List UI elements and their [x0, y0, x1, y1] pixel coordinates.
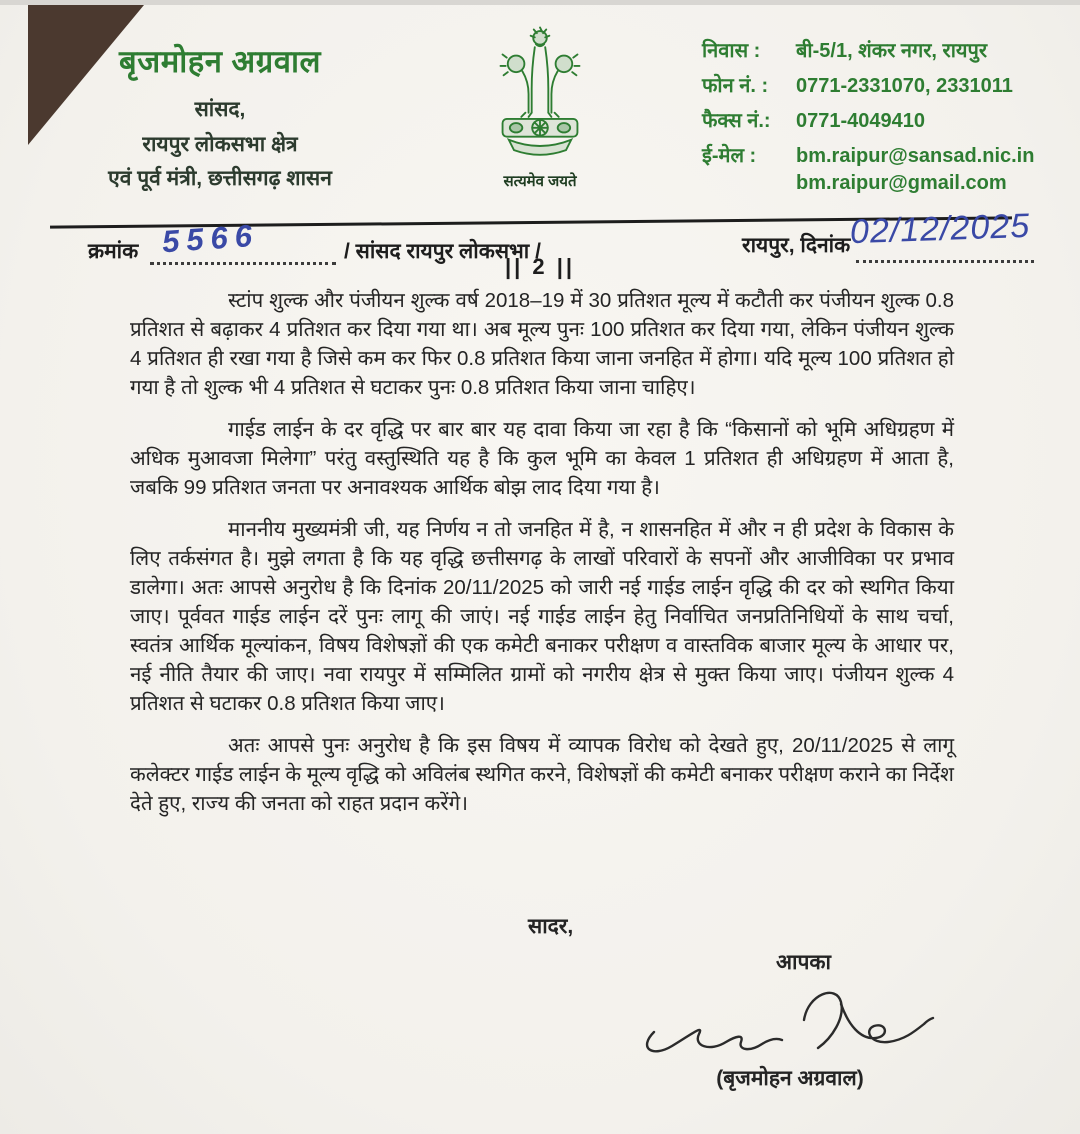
letterhead-left [58, 40, 382, 192]
signature-icon [636, 982, 936, 1062]
residence-value: बी-5/1, शंकर नगर, रायपुर [796, 40, 988, 62]
phone-label: फोन नं. : [702, 75, 769, 97]
email-label: ई-मेल : [702, 145, 757, 167]
email-values [796, 143, 1034, 197]
sender-title-mp: सांसद, [194, 98, 246, 121]
contact-phone-row [702, 73, 1020, 99]
sender-former-minister: एवं पूर्व मंत्री, छत्तीसगढ़ शासन [108, 167, 332, 190]
closing-regards: सादर, [528, 915, 574, 938]
reference-label: क्रमांक [88, 240, 139, 263]
date-handwritten: 02/12/2025 [849, 206, 1031, 252]
signatory-name: (बृजमोहन अग्रवाल) [716, 1067, 864, 1090]
page-number: || 2 || [504, 254, 576, 279]
email-address-2: bm.raipur@gmail.com [796, 172, 1007, 194]
letterhead-contact [702, 38, 1035, 206]
reference-suffix: / सांसद रायपुर लोकसभा / [344, 240, 541, 263]
phone-value: 0771-2331070, 2331011 [796, 75, 1013, 97]
body-paragraph-3: माननीय मुख्यमंत्री जी, यह निर्णय न तो जनहित में है, न शासनहित में और न ही प्रदेश के विकास के लिए तर्कसंगत है। मुझे लगता है कि यह वृद्धि छत्तीसगढ़ के लाखों परिवारों के सपनों और आजीविका पर प्रभाव डालेगा। अतः आपसे अनुरोध है कि दिनांक 20/11/2025 को जारी नई गाईड लाईन वृद्धि की दर को स्थगित किया जाए। पूर्ववत गाईड लाईन दरें पुनः लागू की जाएं। नई गाईड लाईन हेतु निर्वाचित जनप्रतिनिधियों के साथ चर्चा, स्वतंत्र आर्थिक मूल्यांकन, विषय विशेषज्ञों की एक कमेटी बनाकर परीक्षण व वास्तविक बाजार मूल्य के आधार पर, नई नीति तैयार की जाए। नवा रायपुर में सम्मिलित ग्रामों को नगरीय क्षेत्र से मुक्त किया जाए। पंजीयन शुल्क 4 प्रतिशत से घटाकर 0.8 प्रतिशत किया जाए। [130, 518, 954, 715]
reference-number-handwritten: 5566 [160, 217, 261, 260]
letter-body [130, 286, 954, 831]
contact-fax-row [702, 108, 1020, 134]
fax-label: फैक्स नं.: [702, 110, 771, 132]
residence-label: निवास : [702, 40, 761, 62]
emblem-motto: सत्यमेव जयते [503, 173, 577, 190]
closing-yours: आपका [776, 951, 831, 974]
signature-handwritten [636, 982, 936, 1067]
body-paragraph-2: गाईड लाईन के दर वृद्धि पर बार बार यह दावा किया जा रहा है कि “किसानों को भूमि अधिग्रहण में अधिक मुआवजा मिलेगा” परंतु वस्तुस्थिति यह है कि कुल भूमि का केवल 1 प्रतिशत ही अधिग्रहण में आता है, जबकि 99 प्रतिशत जनता पर अनावश्यक आर्थिक बोझ लाद दिया गया है। [130, 418, 954, 499]
contact-residence-row [702, 38, 1020, 64]
email-address-1: bm.raipur@sansad.nic.in [796, 145, 1035, 167]
body-paragraph-1: स्टांप शुल्क और पंजीयन शुल्क वर्ष 2018–19 में 30 प्रतिशत मूल्य में कटौती कर पंजीयन शुल्क 0.8 प्रतिशत से बढ़ाकर 4 प्रतिशत कर दिया गया था। अब मूल्य पुनः 100 प्रतिशत कर दिया गया, लेकिन पंजीयन शुल्क 4 प्रतिशत ही रखा गया है जिसे कम कर फिर 0.8 प्रतिशत किया जाना जनहित में होगा। यदि मूल्य 100 प्रतिशत हो गया है तो शुल्क भी 4 प्रतिशत से घटाकर पुनः 0.8 प्रतिशत किया जाना चाहिए। [130, 289, 954, 399]
body-paragraph-4: अतः आपसे पुनः अनुरोध है कि इस विषय में व्यापक विरोध को देखते हुए, 20/11/2025 से लागू कलेक्टर गाईड लाईन के मूल्य वृद्धि को अविलंब स्थगित करने, विशेषज्ञों की कमेटी बनाकर परीक्षण कराने का निर्देश देते हुए, राज्य की जनता को राहत प्रदान करेंगे। [130, 734, 954, 815]
sender-name: बृजमोहन अग्रवाल [119, 44, 321, 79]
letterhead-emblem [476, 24, 604, 191]
dateline-prefix: रायपुर, दिनांक [742, 234, 851, 257]
fax-value: 0771-4049410 [796, 110, 926, 132]
sender-constituency: रायपुर लोकसभा क्षेत्र [142, 133, 298, 156]
contact-email-row [702, 143, 1035, 197]
scan-edge [0, 0, 1080, 5]
national-emblem-icon [488, 151, 592, 168]
